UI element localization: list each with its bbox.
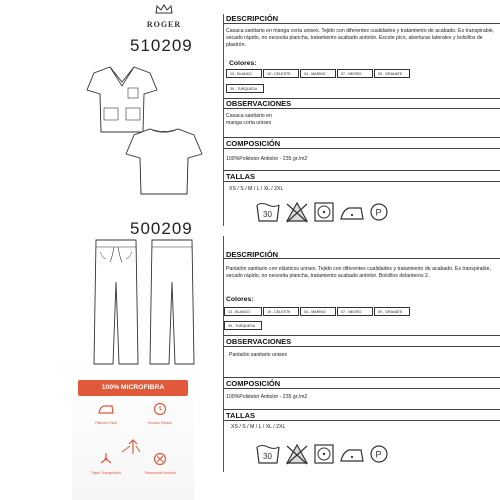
tallas-text-1: XS / S / M / L / XL / 2XL — [229, 186, 284, 192]
tallas-header-1: TALLAS — [226, 172, 256, 181]
rule — [223, 108, 500, 109]
shield-icon — [151, 452, 169, 466]
divider-top — [223, 14, 224, 226]
pants-back-drawing — [148, 238, 196, 368]
color-swatch: 09 - GRANATE — [374, 69, 410, 78]
feature-quick-dry — [138, 402, 182, 425]
composicion-text-1: 100%Poliéster Antiolor - 235 gr./m2 — [226, 156, 308, 162]
iron-low-icon — [341, 208, 363, 219]
dry-clean-p-icon — [371, 446, 387, 462]
svg-text:30: 30 — [263, 210, 272, 219]
care-symbols-2 — [255, 442, 395, 466]
color-swatch: 09 - GRANATE — [374, 307, 410, 316]
feature-label: Tejido Transpirable — [90, 471, 122, 475]
no-bleach-icon — [287, 445, 307, 464]
color-swatch: 04 - MARINO — [300, 69, 336, 78]
feature-label: Plancha Fácil — [95, 421, 117, 425]
rule — [223, 137, 500, 138]
feature-easy-iron — [84, 402, 128, 425]
rule — [223, 170, 500, 171]
feature-antiodor — [138, 452, 182, 475]
observaciones-header-2: OBSERVACIONES — [226, 337, 292, 346]
colors-label-2: Colores: — [226, 296, 254, 303]
svg-text:30: 30 — [263, 452, 272, 461]
observaciones-text-2: Pantalón sanitario unisex — [229, 352, 287, 358]
feature-label: Tratamiento Antiolor — [143, 471, 177, 475]
feature-breathable — [84, 452, 128, 475]
clock-icon — [151, 402, 169, 416]
color-swatch: 04 - MARINO — [300, 307, 336, 316]
iron-icon — [97, 402, 115, 416]
color-swatch: 13 - BLANCO — [226, 69, 262, 78]
no-bleach-icon — [287, 203, 307, 222]
color-swatch: 13 - BLANCO — [224, 307, 262, 316]
color-swatch: 19 - CELESTE — [263, 69, 299, 78]
composicion-header-2: COMPOSICIÓN — [226, 379, 281, 388]
iron-low-icon — [341, 450, 363, 461]
shirt-back-drawing — [124, 126, 204, 196]
product-code-bottom: 500209 — [130, 219, 193, 238]
observaciones-header-1: OBSERVACIONES — [226, 99, 292, 108]
shirt-front-drawing — [86, 64, 158, 134]
rule — [223, 420, 500, 421]
colors-label-1: Colores: — [229, 60, 257, 67]
rule — [223, 23, 500, 24]
pants-front-drawing — [92, 238, 140, 368]
tallas-text-2: XS / S / M / L / XL / 2XL — [231, 424, 286, 430]
feature-label: Secado Rápido — [147, 421, 173, 425]
rule — [223, 409, 500, 410]
rule — [223, 148, 500, 149]
color-swatch: 39 - TURQUESA — [226, 84, 264, 93]
microfiber-promo — [72, 372, 194, 500]
rule — [223, 346, 500, 347]
tumble-dry-icon — [315, 445, 333, 463]
microfiber-banner: 100% MICROFIBRA — [78, 380, 188, 396]
crown-icon — [155, 4, 173, 14]
svg-text:P: P — [375, 207, 382, 218]
color-swatch: 07 - NEGRO — [337, 69, 373, 78]
composicion-text-2: 100%Poliéster Antiolor - 235 gr./m2 — [226, 394, 308, 400]
observaciones-text-1: Casaca sanitario en manga corta unisex — [226, 113, 272, 126]
divider-bottom — [223, 236, 224, 472]
tallas-header-2: TALLAS — [226, 411, 256, 420]
fan-icon — [97, 452, 115, 466]
svg-text:P: P — [375, 449, 382, 460]
rule — [223, 335, 500, 336]
color-swatch: 39 - TURQUESA — [224, 321, 262, 330]
product-code-top: 510209 — [130, 36, 193, 55]
descripcion-text-1: Casaca sanitario en manga corta unisex. Tejido con diferentes cualidades y tratamiento de acabado. Es transpirable, secado rápido, no necesita plancha, tratamiento acabado antiolor. Escote pico, aberturas laterales y bolsillos de plastrón. — [226, 28, 495, 48]
descripcion-header-1: DESCRIPCIÓN — [226, 14, 279, 23]
brand-logo — [134, 4, 194, 32]
color-swatch: 07 - NEGRO — [337, 307, 373, 316]
color-swatch: 19 - CELESTE — [263, 307, 299, 316]
rule — [223, 181, 500, 182]
dry-clean-p-icon — [371, 204, 387, 220]
tumble-dry-icon — [315, 203, 333, 221]
rule — [223, 388, 500, 389]
descripcion-text-2: Pantalón sanitario con elásticos unisex. Tejido con diferentes cualidades y tratamiento de acabado. Es transpirable, secado rápido, no necesita plancha, tratamiento acabado antiolor. Bolsillos delanteros 2. — [226, 266, 491, 279]
descripcion-header-2: DESCRIPCIÓN — [226, 250, 279, 259]
wash-30-icon — [257, 446, 279, 464]
care-symbols-1 — [255, 200, 395, 224]
wash-30-icon — [257, 204, 279, 222]
rule — [223, 377, 500, 378]
brand-name: ROGER — [146, 20, 182, 29]
composicion-header-1: COMPOSICIÓN — [226, 139, 281, 148]
